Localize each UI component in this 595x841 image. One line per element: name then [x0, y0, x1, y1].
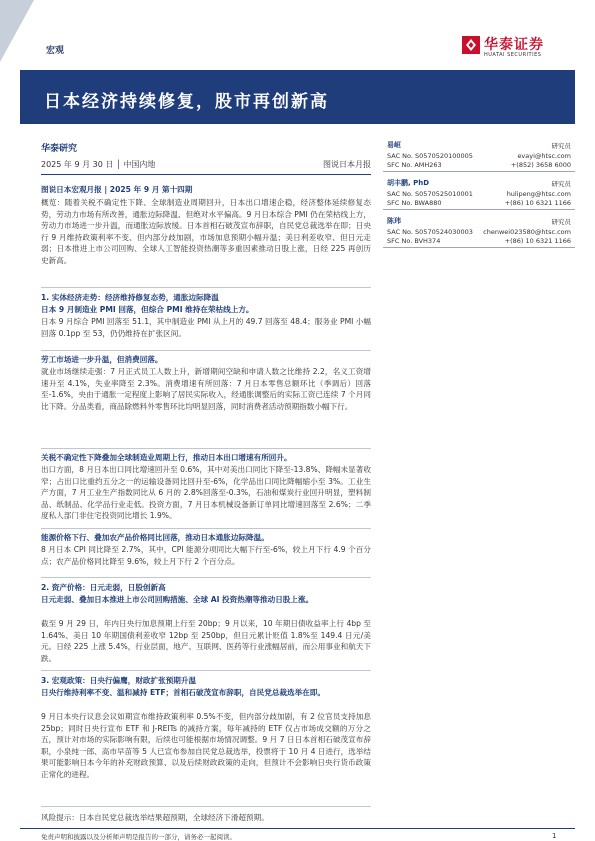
logo-text-cn: 华泰证券 [484, 37, 544, 53]
analyst-email[interactable]: evayi@htsc.com [517, 152, 571, 160]
risk-warning: 风险提示：日本自民党总裁选举结果超预期，全球经济下滑超预期。 [41, 813, 269, 822]
report-type: 图说日本月报 [323, 160, 371, 169]
pmi-paragraph: 日本 9 月综合 PMI 回落至 51.1，其中制造业 PMI 从上月的 49.7 回落至 48.4；服务业 PMI 小幅回落 0.1pp 至 53，仍仍维持在扩张区间。 [41, 317, 371, 338]
report-title: 日本经济持续修复，股市再创新高 [44, 92, 329, 112]
logo-mark-icon [462, 36, 480, 54]
corner-decoration [0, 0, 34, 62]
section-divider [41, 448, 371, 449]
policy-paragraph: 9 月日本央行议息会议如期宣布维持政策利率 0.5%不变，但内部分歧加剧，有 2 位官员支持加息 25bp；同时日央行宣布 ETF 和 J-REITs 的减持方案，每年减持的 ETF 仅占市场成交额的万分之五，预计对市场的实际影响有限，后续也可能根据市场情况调整。9 月 7 日日本首相石破茂宣布辞职，小泉纯一郎、高市早苗等 5 人已宣布参加自民党总裁选举，投票将于 10 月 4 日进行，选举结果可能影响日本今年的补充财政预算、以及后续财政政策的走向，但预计不会影响日央行货币政策正常化的进程。 [41, 712, 371, 779]
section-divider [41, 528, 371, 529]
analyst-email[interactable]: hulipeng@htsc.com [506, 190, 571, 198]
analyst-sac: SAC No. S0570524030003 [387, 228, 473, 236]
section-divider [41, 577, 371, 578]
analyst-phone: +(86) 10 6321 1166 [504, 237, 571, 245]
analyst-name: 易峘 [387, 141, 401, 149]
analyst-divider [383, 209, 575, 210]
report-heading: 图说日本宏观月报 | 2025 年 9 月 第十四期 [41, 185, 193, 194]
policy-lead: 日央行维持利率不变、温和减持 ETF；首相石破茂宣布辞职，自民党总裁选举在即。 [41, 688, 325, 697]
analyst-sfc: SFC No. BVH374 [387, 237, 441, 245]
section-divider [41, 670, 371, 671]
pmi-lead: 日本 9 月制造业 PMI 回落，但综合 PMI 维持在荣枯线上方。 [41, 305, 254, 314]
analyst-name: 胡丰鹏, PhD [387, 179, 430, 187]
analyst-role: 研究员 [551, 142, 571, 150]
export-lead: 关税不确定性下降叠加全球制造业周期上行，推动日本出口增速有所回升。 [41, 453, 292, 462]
meta-divider [41, 174, 371, 175]
analyst-sfc: SFC No. BWA880 [387, 199, 442, 207]
section-1-heading: 1. 实体经济走势：经济维持修复态势，通胀边际降温 [41, 293, 219, 302]
page-number: 1 [552, 832, 557, 840]
assets-lead: 日元走弱、叠加日本推进上市公司回购措施、全球 AI 投资热潮等推动日股上涨。 [41, 595, 314, 604]
research-org: 华泰研究 [41, 144, 78, 154]
energy-paragraph: 8 月日本 CPI 同比降至 2.7%，其中，CPI 能源分项同比大幅下行至-6%，较上月下行 4.9 个百分点；农产品价格同比降至 9.6%，较上月下行 2 个百分点。 [41, 545, 371, 566]
section-divider [41, 287, 371, 288]
analyst-divider [383, 247, 575, 248]
report-meta [41, 159, 371, 173]
analyst-card [383, 178, 575, 214]
footer-divider [20, 828, 575, 829]
labor-lead: 劳工市场进一步升温，但消费回落。 [41, 355, 163, 364]
overview-paragraph: 概览：随着关税不确定性下降、全球制造业周期回升，日本出口增速企稳，经济整体延续修复态势，劳动力市场有所改善，通胀边际降温、但绝对水平偏高。9 月日本综合 PMI 仍在荣枯线上方，劳动力市场进一步升温，而通胀边际放缓。日本首相石破茂宣布辞职，自民党总裁选举在即；日央行 9 月维持政策利率不变、但内部分歧加剧，市场加息预期小幅升温；美日利差收窄、但日元走弱；日本推进上市公司回购、全球人工智能投资热潮等多重因素推动日股上涨，日经 225 再创历史新高。 [41, 198, 371, 265]
report-category: 宏观 [46, 46, 65, 56]
logo-text-en: HUATAI SECURITIES [484, 52, 542, 58]
analyst-card [383, 140, 575, 176]
section-2-heading: 2. 资产价格：日元走弱，日股创新高 [41, 583, 166, 592]
analyst-divider [383, 171, 575, 172]
analyst-sac: SAC No. S0570525010001 [387, 190, 473, 198]
report-date: 2025 年 9 月 30 日 [41, 160, 114, 169]
section-3-heading: 3. 宏观政策：日央行偏鹰，财政扩张预期升温 [41, 676, 197, 685]
analyst-role: 研究员 [551, 218, 571, 226]
page-header [0, 0, 595, 70]
analyst-card [383, 216, 575, 252]
analyst-email[interactable]: chenwei023580@htsc.com [483, 228, 571, 236]
analyst-phone: +(86) 10 6321 1166 [504, 199, 571, 207]
assets-paragraph: 截至 9 月 29 日，年内日央行加息预期上行至 20bp；9 月以来，10 年期日债收益率上行 4bp 至 1.64%、美日 10 年期国债利差收窄 12bp 至 250bp，但日元累计贬值 1.8%至 149.4 日元/美元。日经 225 上涨 5.4%，行业层面，地产、互联网、医药等行业涨幅居前，而公用事业和航天下跌。 [41, 619, 371, 663]
export-paragraph: 出口方面，8 月日本出口同比增速回升至 0.6%，其中对美出口同比下降至-13.8%、降幅未显著收窄；占出口比重约五分之一的运输设备同比回升至-6%，化学品出口同比降幅缩小至 3%。工业生产方面，7 月工业生产指数同比从 6 月的 2.8%回落至-0.3%，石油和煤炭行业回升明显，塑料制品、纸制品、化学品行业走低。投资方面，7 月日本机械设备新订单同比增速回落至 2.6%；二季度私人部门非住宅投资同比增长 1.9%。 [41, 465, 371, 521]
analyst-role: 研究员 [551, 180, 571, 188]
energy-lead: 能源价格下行、叠加农产品价格同比回落，推动日本通胀边际降温。 [41, 533, 269, 542]
disclaimer-text: 免责声明和披露以及分析师声明是报告的一部分，请务必一起阅读。 [41, 833, 236, 841]
analyst-phone: +(852) 3658 6000 [510, 161, 571, 169]
section-divider [41, 350, 371, 351]
title-banner [20, 70, 575, 124]
report-location: │ 中国内地 [116, 160, 156, 169]
labor-paragraph: 就业市场继续走强：7 月正式员工人数上升，新增期间空缺和申请人数之比维持 2.2，名义工资增速升至 4.1%，失业率降至 2.3%。消费增速有所回落：7 月日本零售总额环比（季调后）回落至-1.6%，央由于通胀一定程度上影响了居民实际收入，经通胀调整后的实际工资已连续 7 个月同比下降。分品类看，商品除燃料外零售环比均明显回落，同时消费者活动预期指数小幅下行。 [41, 367, 371, 411]
brand-logo [462, 34, 574, 64]
analyst-sfc: SFC No. AMH263 [387, 161, 442, 169]
analyst-name: 陈玮 [387, 217, 401, 225]
section-divider [41, 806, 371, 807]
analyst-sac: SAC No. S0570520100005 [387, 152, 473, 160]
